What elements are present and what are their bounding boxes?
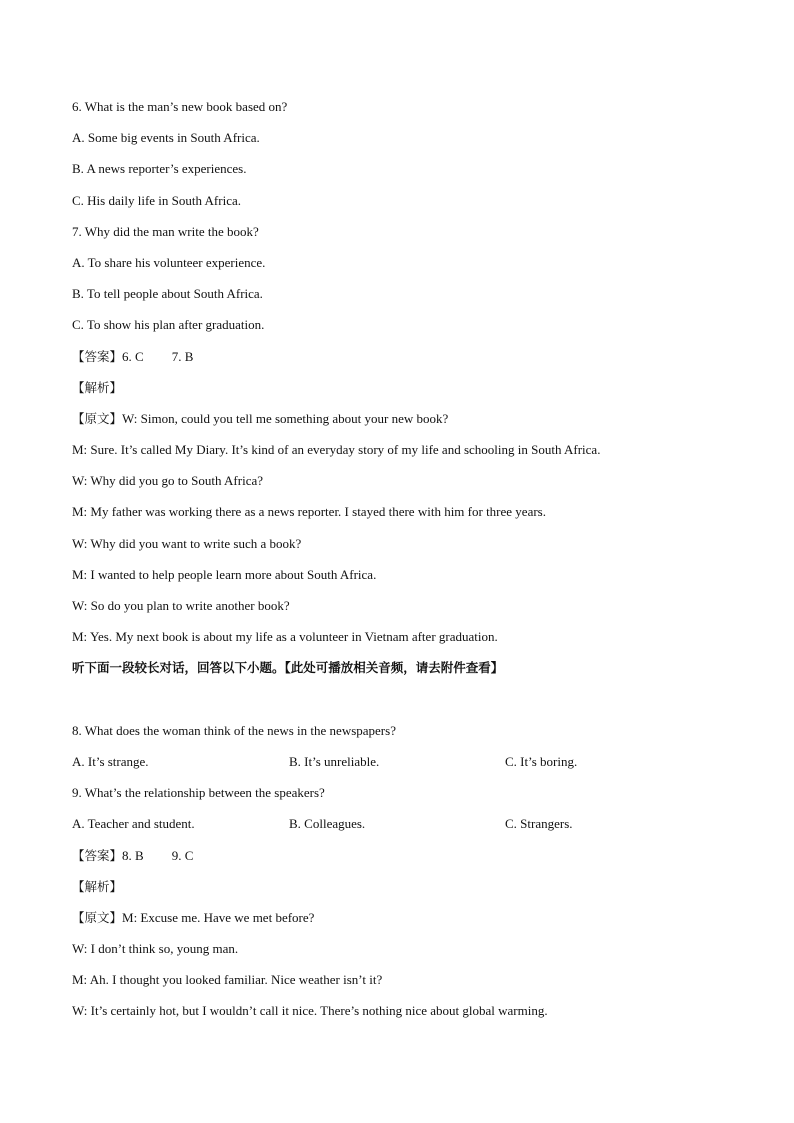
- question-8: 8. What does the woman think of the news in the newspapers?: [72, 722, 396, 738]
- question-7: 7. Why did the man write the book?: [72, 223, 259, 239]
- q9-option-b: B. Colleagues.: [289, 816, 366, 832]
- analysis-line-1: [72, 377, 732, 408]
- q8-options: [72, 751, 732, 782]
- transcript-line: W: I don’t think so, young man.: [72, 941, 239, 957]
- q8-option-a: A. It’s strange.: [72, 753, 149, 769]
- q9-option-a: A. Teacher and student.: [72, 816, 195, 832]
- q9-option-c: C. Strangers.: [505, 816, 573, 832]
- transcript-line: M: Yes. My next book is about my life as a volunteer in Vietnam after graduation.: [72, 629, 498, 645]
- q8-option-b: B. It’s unreliable.: [289, 753, 380, 769]
- transcript-line: W: So do you plan to write another book?: [72, 598, 290, 613]
- question-6: 6. What is the man’s new book based on?: [72, 99, 288, 114]
- analysis-tag: 【解析】: [72, 878, 123, 894]
- transcript-line: W: Why did you go to South Africa?: [72, 473, 264, 489]
- transcript-line: 【原文】M: Excuse me. Have we met before?: [72, 909, 315, 925]
- question-9: 9. What’s the relationship between the speakers?: [72, 785, 325, 801]
- answer-9: 9. C: [171, 847, 194, 863]
- q6-option-c: C. His daily life in South Africa.: [72, 192, 241, 208]
- transcript-line: W: Why did you want to write such a book?: [72, 535, 302, 551]
- answer-tag: 【答案】: [72, 847, 123, 863]
- q9-options: [72, 813, 732, 844]
- transcript-line: M: My father was working there as a news reporter. I stayed there with him for three years.: [72, 504, 546, 520]
- q6-option-a: A. Some big events in South Africa.: [72, 130, 260, 146]
- transcript-line: M: I wanted to help people learn more about South Africa.: [72, 566, 377, 582]
- transcript-line: M: Ah. I thought you looked familiar. Nice weather isn’t it?: [72, 972, 383, 988]
- answer-line-1: [72, 346, 732, 377]
- transcript-line: 【原文】W: Simon, could you tell me something about your new book?: [72, 410, 449, 426]
- analysis-tag: 【解析】: [72, 379, 123, 395]
- original-tag: 【原文】: [72, 909, 123, 925]
- original-tag: 【原文】: [72, 410, 123, 426]
- answer-6: 6. C: [122, 348, 144, 364]
- q7-option-b: B. To tell people about South Africa.: [72, 286, 263, 302]
- q8-option-c: C. It’s boring.: [505, 753, 578, 769]
- answer-8: 8. B: [122, 847, 144, 863]
- transcript-line: M: Sure. It’s called My Diary. It’s kind of an everyday story of my life and schooling in South Africa.: [72, 442, 601, 458]
- answer-7: 7. B: [171, 348, 194, 364]
- answer-tag: 【答案】: [72, 348, 123, 364]
- blank-line: [72, 689, 732, 720]
- transcript-line: W: It’s certainly hot, but I wouldn’t call it nice. There’s nothing nice about global warming.: [72, 1003, 548, 1019]
- q7-option-a: A. To share his volunteer experience.: [72, 254, 266, 270]
- document-page: [72, 96, 732, 1032]
- q6-option-b: B. A news reporter’s experiences.: [72, 161, 247, 177]
- listening-instruction: 听下面一段较长对话，回答以下小题。【此处可播放相关音频，请去附件查看】: [72, 660, 504, 676]
- analysis-line-2: [72, 876, 732, 907]
- answer-line-2: [72, 845, 732, 876]
- q7-option-c: C. To show his plan after graduation.: [72, 317, 265, 333]
